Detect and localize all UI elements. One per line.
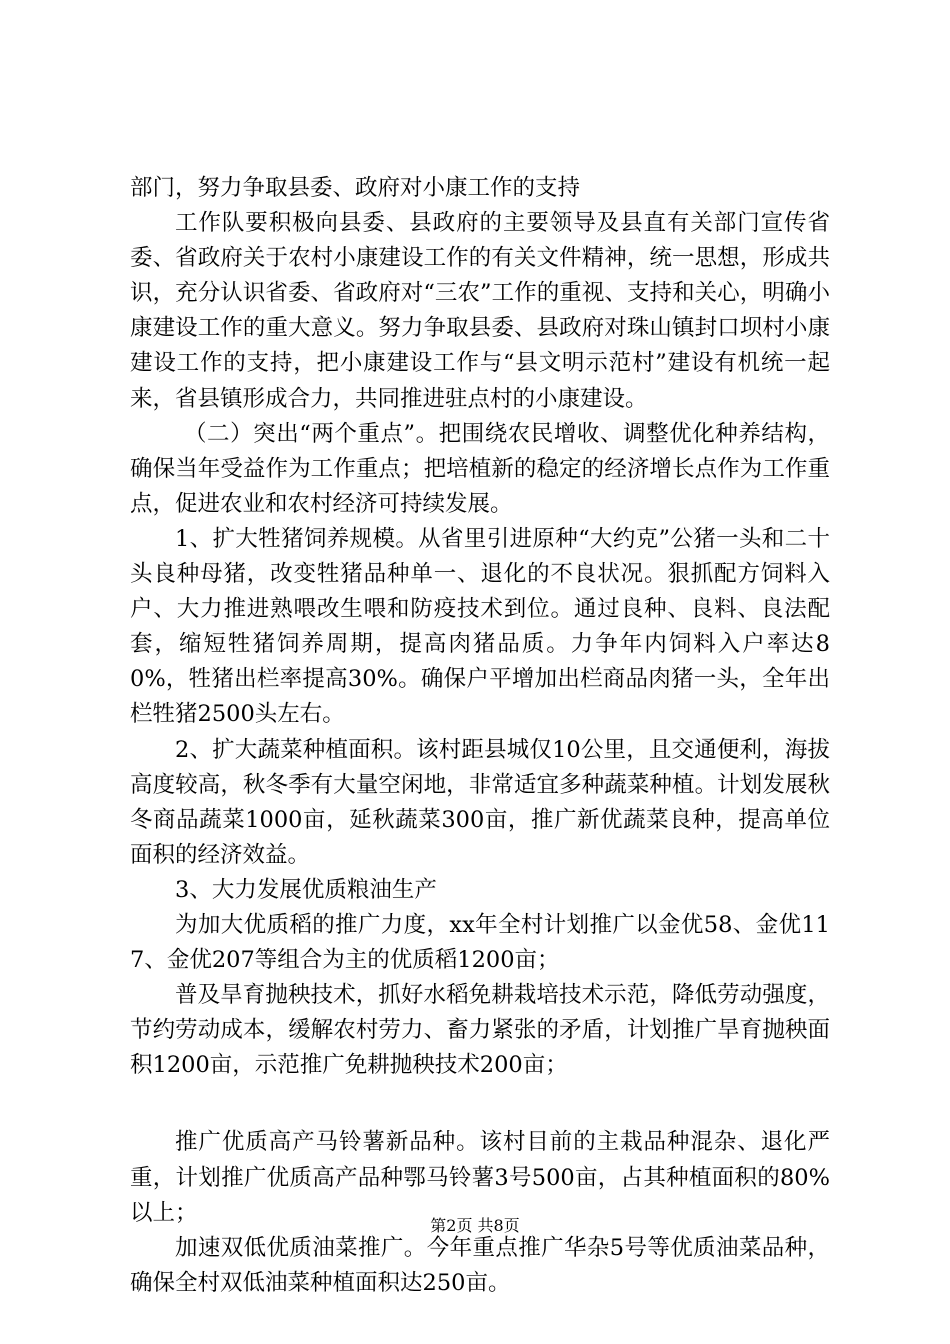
paragraph-seedling-throwing: 普及旱育抛秧技术，抓好水稻免耕栽培技术示范，降低劳动强度，节约劳动成本，缓解农村劳力、畜力紧张的矛盾，计划推广旱育抛秧面积1200亩，示范推广免耕抛秧技术200亩； — [130, 982, 830, 1079]
paragraph-potato: 推广优质高产马铃薯新品种。该村目前的主栽品种混杂、退化严重，计划推广优质高产品种鄂马铃薯3号500亩，占其种植面积的80%以上； — [130, 1129, 830, 1226]
paragraph-quality-rice: 为加大优质稻的推广力度，xx年全村计划推广以金优58、金优117、金优207等组合为主的优质稻1200亩； — [130, 911, 830, 974]
paragraph-grain-oil-heading: 3、大力发展优质粮油生产 — [175, 876, 437, 903]
page-number-label: 第2页 共8页 — [430, 1216, 520, 1235]
paragraph-vegetable-planting: 2、扩大蔬菜种植面积。该村距县城仅10公里，且交通便利，海拔高度较高，秋冬季有大量空闲地，非常适宜多种蔬菜种植。计划发展秋冬商品蔬菜1000亩，延秋蔬菜300亩，推广新优蔬菜良种，提高单位面积的经济效益。 — [130, 736, 830, 868]
paragraph-rapeseed: 加速双低优质油菜推广。今年重点推广华杂5号等优质油菜品种，确保全村双低油菜种植面积达250亩。 — [130, 1234, 830, 1296]
paragraph-pig-farming: 1、扩大牲猪饲养规模。从省里引进原种“大约克”公猪一头和二十头良种母猪，改变牲猪品种单一、退化的不良状况。狠抓配方饲料入户、大力推进熟喂改生喂和防疫技术到位。通过良种、良料、良法配套，缩短牲猪饲养周期，提高肉猪品质。力争年内饲料入户率达80%，牲猪出栏率提高30%。确保户平增加出栏商品肉猪一头，全年出栏牲猪2500头左右。 — [130, 525, 830, 728]
document-body — [130, 171, 830, 1301]
paragraph-work-team: 工作队要积极向县委、县政府的主要领导及县直有关部门宣传省委、省政府关于农村小康建设工作的有关文件精神，统一思想，形成共识，充分认识省委、省政府对“三农”工作的重视、支持和关心，明确小康建设工作的重大意义。努力争取县委、县政府对珠山镇封口坝村小康建设工作的支持，把小康建设工作与“县文明示范村”建设有机统一起来，省县镇形成合力，共同推进驻点村的小康建设。 — [130, 210, 830, 412]
page-footer — [0, 1216, 950, 1236]
paragraph-two-key-points: （二）突出“两个重点”。把围绕农民增收、调整优化种养结构，确保当年受益作为工作重点；把培植新的稳定的经济增长点作为工作重点，促进农业和农村经济可持续发展。 — [130, 420, 830, 517]
blank-line — [130, 1083, 830, 1125]
paragraph-heading-continuation: 部门，努力争取县委、政府对小康工作的支持 — [130, 175, 581, 201]
